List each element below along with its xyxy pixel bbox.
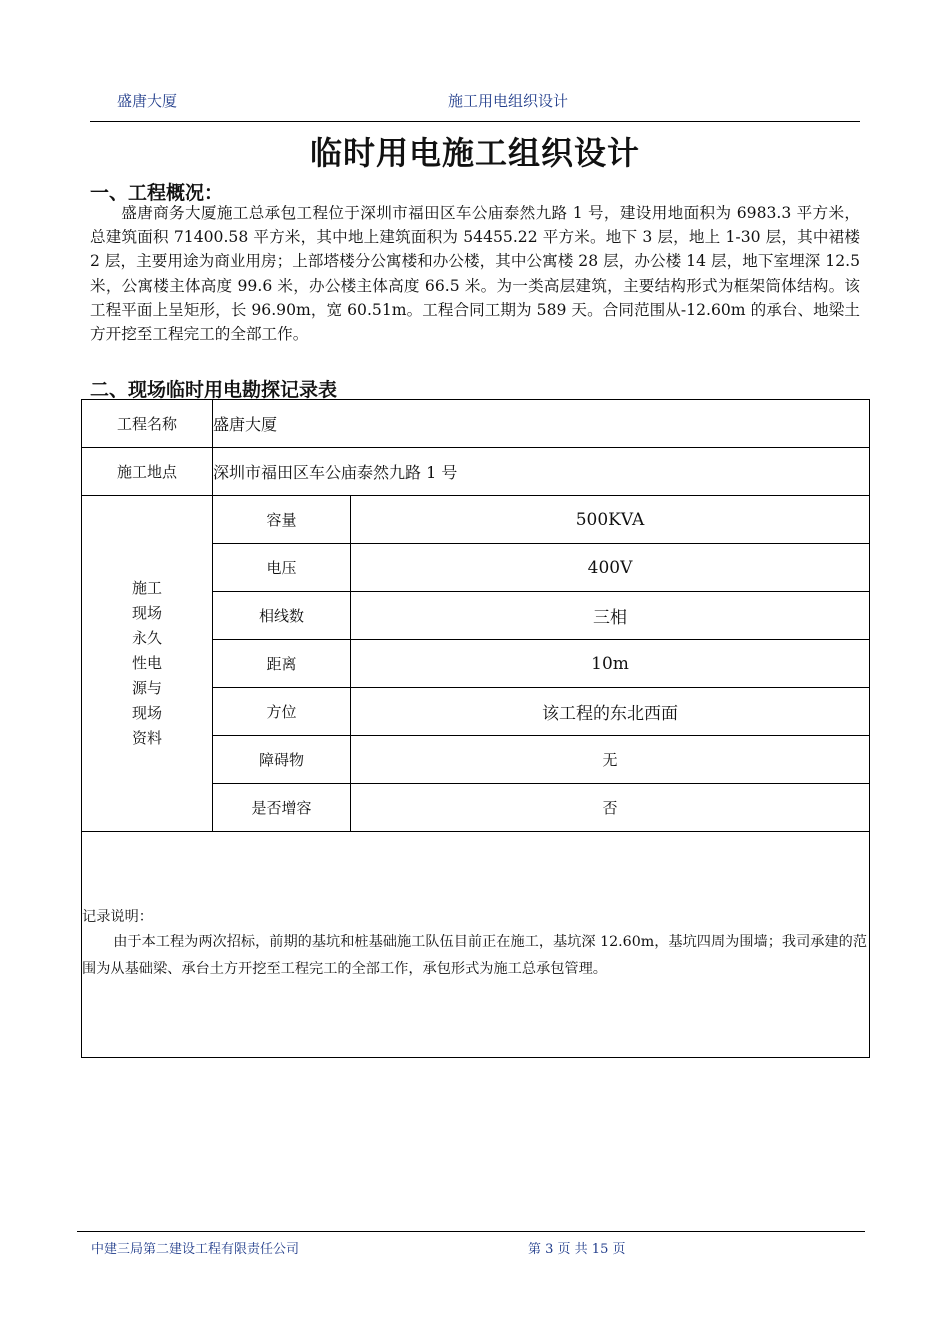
table-row [82,400,870,448]
capacity-increase-value: 否 [351,784,870,832]
record-notes-label: 记录说明： [82,909,153,925]
footer-page-number: 第 3 页 共 15 页 [528,1242,626,1257]
capacity-value: 500KVA [351,496,870,544]
direction-value: 该工程的东北西面 [351,688,870,736]
distance-value: 10m [351,640,870,688]
capacity-label: 容量 [213,496,351,544]
phase-count-label: 相线数 [213,592,351,640]
page-title: 临时用电施工组织设计 [309,134,640,172]
power-group-label [82,496,213,832]
site-value: 深圳市福田区车公庙泰然九路 1 号 [213,448,870,496]
project-name-label: 工程名称 [82,400,213,448]
distance-label: 距离 [213,640,351,688]
table-row [82,496,870,544]
header-document-title: 施工用电组织设计 [448,92,569,110]
project-name-value: 盛唐大厦 [213,400,870,448]
section-heading-survey: 二、现场临时用电勘探记录表 [90,379,338,401]
record-notes-cell [82,832,870,1058]
table-row [82,832,870,1058]
capacity-increase-label: 是否增容 [213,784,351,832]
table-row [82,448,870,496]
obstacle-value: 无 [351,736,870,784]
header-rule [90,121,860,122]
site-label: 施工地点 [82,448,213,496]
survey-table [81,399,870,1058]
section-heading-overview: 一、工程概况： [90,182,224,204]
footer-rule [77,1231,865,1232]
direction-label: 方位 [213,688,351,736]
voltage-value: 400V [351,544,870,592]
overview-paragraph: 盛唐商务大厦施工总承包工程位于深圳市福田区车公庙泰然九路 1 号，建设用地面积为 6983.3 平方米，总建筑面积 71400.58 平方米，其中地上建筑面积为 54455.22 平方米。地下 3 层，地上 1-30 层，其中裙楼 2 层，主要用途为商业用房；上部塔楼分公寓楼和办公楼，其中公寓楼 28 层，办公楼 14 层，地下室埋深 12.5 米，公寓楼主体高度 99.6 米，办公楼主体高度 66.5 米。为一类高层建筑，主要结构形式为框架筒体结构。该工程平面上呈矩形，长 96.90m，宽 60.51m。工程合同工期为 589 天。合同范围从-12.60m 的承台、地梁土方开挖至工程完工的全部工作。 [90,204,860,344]
phase-count-value: 三相 [351,592,870,640]
power-group-label-text: 施工现场永久性电源与现场资料 [131,579,162,747]
header-project-name: 盛唐大厦 [117,92,178,110]
obstacle-label: 障碍物 [213,736,351,784]
footer-company: 中建三局第二建设工程有限责任公司 [91,1242,300,1257]
voltage-label: 电压 [213,544,351,592]
record-notes-body: 由于本工程为两次招标，前期的基坑和桩基础施工队伍目前正在施工，基坑深 12.60m，基坑四周为围墙；我司承建的范围为从基础梁、承台土方开挖至工程完工的全部工作，承包形式为施工总承包管理。 [82,934,868,977]
